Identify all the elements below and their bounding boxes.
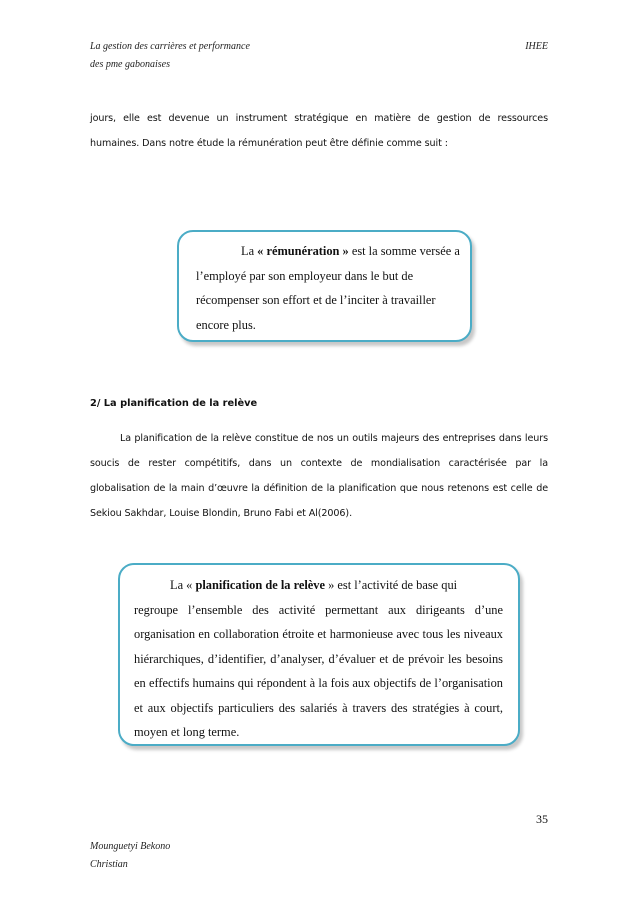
definition-prefix: La	[241, 244, 258, 258]
header-title-line1: La gestion des carrières et performance	[90, 41, 250, 52]
definition-prefix: La «	[170, 578, 196, 592]
definition-term: planification de la relève	[195, 578, 325, 592]
definition-first-rest: » est l’activité de base qui	[324, 578, 458, 592]
definition-first-line	[196, 239, 460, 264]
definition-body: l’employé par son employeur dans le but de récompenser son effort et de l’inciter à travailler encore plus.	[196, 268, 436, 332]
definition-body: regroupe l’ensemble des activité permettant aux dirigeants d’une organisation en collaboration étroite et harmonieuse avec tous les niveaux hiérarchiques, d’identifier, d’analyser, d’évaluer et de prévoir les besoins en effectifs humains qui répondent à la fois aux objectifs de l’organisation et aux objectifs particuliers des salariés à travers des stratégies à court, moyen et long terme.	[134, 602, 503, 739]
definition-first-rest: est la somme versée a	[348, 244, 460, 258]
footer-author-line1: Mounguetyi Bekono	[90, 841, 171, 852]
footer-author-line2: Christian	[90, 859, 128, 870]
header-institution: IHEE	[525, 41, 548, 52]
running-header	[90, 38, 250, 74]
paragraph-text: jours, elle est devenue un instrument stratégique en matière de gestion de ressources humaines. Dans notre étude la rémunération peut être définie comme suit :	[90, 113, 548, 149]
page-number: 35	[536, 812, 548, 826]
footer-author	[90, 838, 170, 874]
definition-first-line	[134, 573, 503, 598]
section-heading: 2/ La planification de la relève	[90, 398, 258, 409]
body-paragraph-planning	[90, 426, 548, 526]
definition-box-remuneration	[177, 230, 472, 342]
paragraph-text: La planification de la relève constitue de nos un outils majeurs des entreprises dans leurs soucis de rester compétitifs, dans un contexte de mondialisation caractérisée par la globalisation de la main d’œuvre la définition de la planification que nous retenons est celle de Sekiou Sakhdar, Louise Blondin, Bruno Fabi et Al(2006).	[90, 433, 548, 519]
body-paragraph-intro	[90, 106, 548, 156]
header-title-line2: des pme gabonaises	[90, 59, 170, 70]
definition-box-planification	[118, 563, 520, 746]
definition-term: « rémunération »	[257, 244, 349, 258]
